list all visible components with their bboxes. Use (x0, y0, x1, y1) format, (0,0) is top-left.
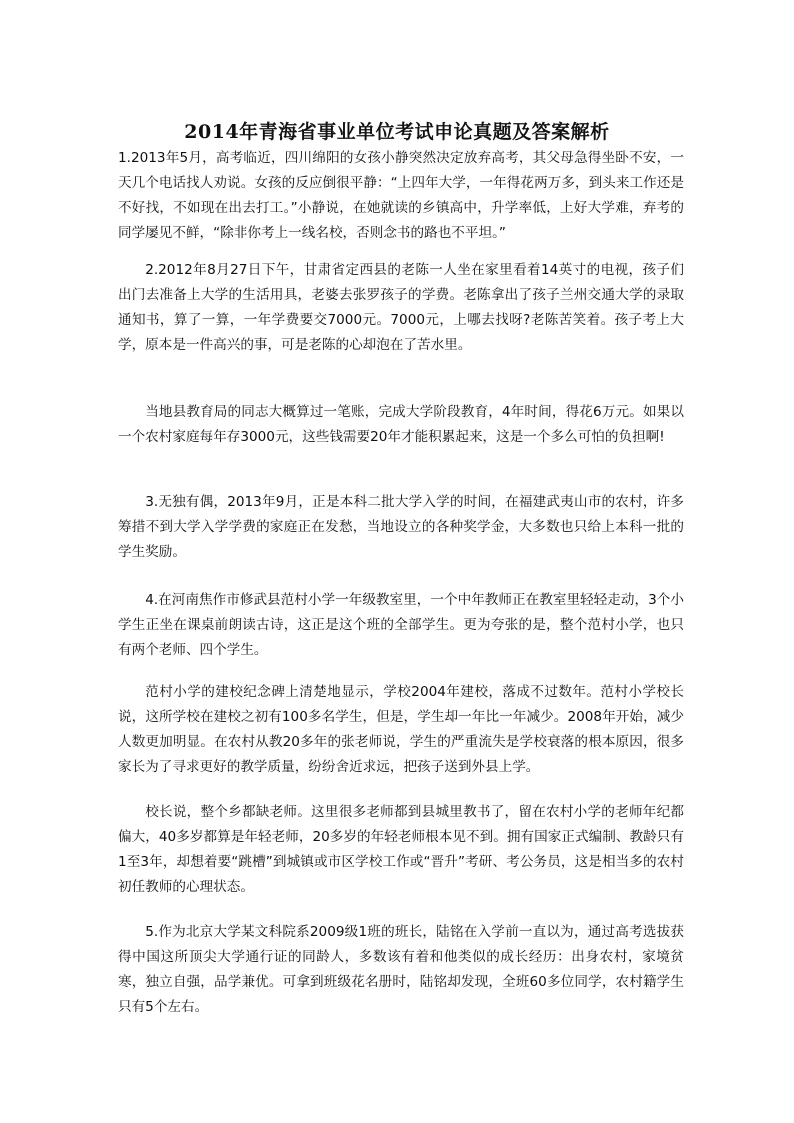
paragraph-8: 5.作为北京大学某文科院系2009级1班的班长，陆铭在入学前一直以为，通过高考选拔获得中国这所顶尖大学通行证的同龄人，多数该有着和他类似的成长经历：出身农村，家境贫寒，独立自强，品学兼优。可拿到班级花名册时，陆铭却发现，全班60多位同学，农村籍学生只有5个左右。 (118, 924, 684, 1015)
paragraph-6: 范村小学的建校纪念碑上清楚地显示，学校2004年建校，落成不过数年。范村小学校长说，这所学校在建校之初有100多名学生，但是，学生却一年比一年减少。2008年开始，减少人数更加明显。在农村从教20多年的张老师说，学生的严重流失是学校衰落的根本原因，很多家长为了寻求更好的教学质量，纷纷舍近求远，把孩子送到外县上学。 (118, 684, 684, 775)
paragraph-2: 2.2012年8月27日下午，甘肃省定西县的老陈一人坐在家里看着14英寸的电视，孩子们出门去准备上大学的生活用具，老婆去张罗孩子的学费。老陈拿出了孩子兰州交通大学的录取通知书，算了一算，一年学费要交7000元。7000元，上哪去找呀?老陈苦笑着。孩子考上大学，原本是一件高兴的事，可是老陈的心却泡在了苦水里。 (118, 262, 684, 353)
paragraph-1: 1.2013年5月，高考临近，四川绵阳的女孩小静突然决定放弃高考，其父母急得坐卧不安，一天几个电话找人劝说。女孩的反应倒很平静：“上四年大学，一年得花两万多，到头来工作还是不好找，不如现在出去打工。”小静说，在她就读的乡镇高中，升学率低，上好大学难，弃考的同学屡见不鲜，“除非你考上一线名校，否则念书的路也不平坦。” (118, 150, 684, 241)
paragraph-5: 4.在河南焦作市修武县范村小学一年级教室里，一个中年教师正在教室里轻轻走动，3个小学生正坐在课桌前朗读古诗，这正是这个班的全部学生。更为夸张的是，整个范村小学，也只有两个老师、四个学生。 (118, 592, 684, 658)
document-title: 2014年青海省事业单位考试申论真题及答案解析 (184, 120, 610, 143)
paragraph-4: 3.无独有偶，2013年9月，正是本科二批大学入学的时间，在福建武夷山市的农村，许多筹措不到大学入学学费的家庭正在发愁，当地设立的各种奖学金，大多数也只给上本科一批的学生奖励。 (118, 494, 684, 560)
paragraph-7: 校长说，整个乡都缺老师。这里很多老师都到县城里教书了，留在农村小学的老师年纪都偏大，40多岁都算是年轻老师，20多岁的年轻老师根本见不到。拥有国家正式编制、教龄只有1至3年，却想着要“跳槽”到城镇或市区学校工作或“晋升”考研、考公务员，这是相当多的农村初任教师的心理状态。 (118, 804, 684, 895)
paragraph-3: 当地县教育局的同志大概算过一笔账，完成大学阶段教育，4年时间，得花6万元。如果以一个农村家庭每年存3000元，这些钱需要20年才能积累起来，这是一个多么可怕的负担啊! (118, 404, 684, 445)
